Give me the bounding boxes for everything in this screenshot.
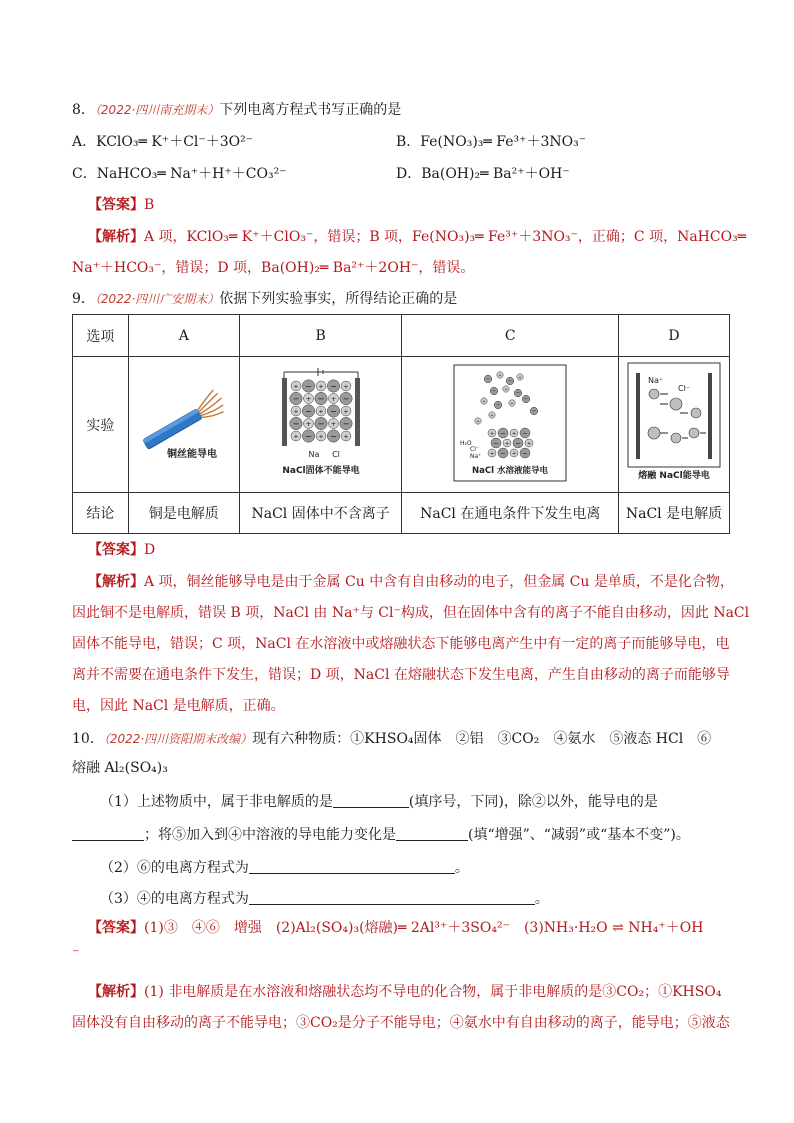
q9-conclusion-c: NaCl 在通电条件下发生电离 — [402, 493, 619, 534]
q10-analysis-line2: 固体没有自由移动的离子不能导电；③CO₂是分子不能导电；④氨水中有自由移动的离子，能导电；⑤液态 — [72, 1015, 730, 1031]
q9-analysis-line5: 电，因此 NaCl 是电解质，正确。 — [72, 698, 285, 714]
q8-option-a: A．KClO₃═ K⁺＋Cl⁻＋3O²⁻ — [72, 134, 254, 150]
q9-analysis-line1 — [88, 572, 734, 592]
ion-charge-symbol: − — [304, 431, 312, 441]
q9-table — [72, 314, 730, 534]
ion-charge-symbol: + — [504, 385, 508, 391]
q10-blank-equation-6[interactable] — [249, 859, 455, 874]
ion-charge-symbol: − — [496, 402, 501, 409]
q10-answer-tag: 【答案】 — [88, 920, 144, 936]
q9-analysis-tag: 【解析】 — [88, 574, 144, 590]
q8-option-b: B．Fe(NO₃)₃═ Fe³⁺＋3NO₃⁻ — [396, 134, 587, 150]
q8-number: 8． — [72, 102, 95, 118]
q10-part1-line2 — [72, 825, 690, 845]
ion-charge-symbol: − — [493, 438, 499, 447]
q9-answer — [88, 540, 155, 560]
q9-conclusion-b: NaCl 固体中不含离子 — [239, 493, 402, 534]
q10-blank-nonelectrolyte[interactable] — [333, 793, 409, 808]
q10-blank-conductivity-change[interactable] — [396, 826, 468, 841]
ion-charge-symbol: − — [342, 418, 349, 428]
q9-answer-tag: 【答案】 — [88, 542, 144, 558]
q9-image-b-label-cl: Cl — [331, 449, 340, 459]
ion-charge-symbol: + — [305, 394, 311, 403]
q10-blank-conductive[interactable] — [72, 826, 144, 841]
q9-image-b — [239, 357, 402, 493]
q9-image-c-label-na: Na⁺ — [470, 452, 482, 460]
q9-table-conclusion-row — [73, 493, 730, 534]
q9-image-b-caption: NaCl固体不能导电 — [281, 465, 360, 476]
q10-stem-line2: 熔融 Al₂(SO₄)₃ — [72, 760, 168, 776]
q10-stem-text: 现有六种物质：①KHSO₄固体 ②铝 ③CO₂ ④氨水 ⑤液态 HCl ⑥ — [252, 731, 712, 747]
q9-row-label-experiment: 实验 — [73, 357, 129, 493]
q9-analysis-line3: 固体不能导电，错误；C 项，NaCl 在水溶液中或熔融状态下能够电离产生中有一定的离子而能够导电，电 — [72, 636, 730, 652]
q9-answer-value: D — [144, 542, 156, 558]
q8-answer-tag: 【答案】 — [88, 197, 144, 213]
q10-part3-end: 。 — [534, 891, 549, 907]
q10-analysis-text1: (1) 非电解质是在水溶液和熔融状态均不导电的化合物，属于非电解质的是③CO₂；①KHSO₄ — [144, 984, 722, 1000]
q9-image-b-label-na: Na — [308, 449, 320, 459]
ion-charge-symbol: − — [304, 406, 312, 416]
ion-charge-symbol: − — [522, 448, 528, 457]
ion-charge-symbol: − — [515, 438, 521, 447]
q9-header-option: 选项 — [73, 315, 129, 357]
copper-wire-illustration — [134, 383, 234, 463]
ion-charge-symbol: + — [490, 411, 494, 417]
q9-image-c — [402, 357, 619, 493]
q10-part2-end: 。 — [454, 860, 469, 876]
ion-charge-symbol: − — [292, 393, 299, 403]
ion-charge-symbol: + — [317, 381, 324, 390]
ion-charge-symbol: + — [292, 381, 299, 390]
q8-option-c: C．NaHCO₃═ Na⁺＋H⁺＋CO₃²⁻ — [72, 166, 287, 182]
q10-analysis-line1 — [88, 982, 721, 1002]
ion-charge-symbol: + — [482, 397, 486, 403]
ion-charge-symbol: − — [317, 393, 324, 403]
ion-charge-symbol: + — [342, 406, 349, 415]
ion-charge-symbol: + — [476, 417, 480, 423]
q10-answer-line1 — [88, 918, 703, 938]
q9-conclusion-a: 铜是电解质 — [128, 493, 239, 534]
q9-number: 9． — [72, 291, 95, 307]
ion-charge-symbol: − — [317, 418, 324, 428]
q8-option-d: D．Ba(OH)₂═ Ba²⁺＋OH⁻ — [396, 166, 570, 182]
ion-charge-symbol: − — [522, 428, 528, 437]
q8-analysis-tag: 【解析】 — [88, 229, 144, 245]
ion-charge-symbol: + — [342, 381, 349, 390]
q10-number: 10． — [72, 731, 104, 747]
q10-answer-line2: ⁻ — [72, 946, 80, 962]
q9-header-c: C — [402, 315, 619, 357]
q9-image-a — [128, 357, 239, 493]
ion-charge-symbol: + — [342, 431, 349, 440]
ion-charge-symbol: − — [492, 388, 497, 395]
ion-charge-symbol: − — [329, 406, 337, 416]
q9-image-d-caption: 熔融 NaCl能导电 — [638, 470, 710, 481]
q9-table-experiment-row — [73, 357, 730, 493]
nacl-solid-illustration — [266, 364, 376, 482]
ion-charge-symbol: + — [518, 373, 522, 379]
q9-image-c-caption: NaCl 水溶液能导电 — [472, 465, 549, 476]
q9-header-d: D — [619, 315, 730, 357]
ion-charge-symbol: − — [508, 378, 513, 385]
q8-analysis-line1 — [88, 227, 746, 247]
ion-charge-symbol: + — [512, 450, 517, 457]
q8-analysis-text1: A 项，KClO₃═ K⁺＋ClO₃⁻，错误；B 项，Fe(NO₃)₃═ Fe³⁺＋3NO₃⁻，正确；C 项，NaHCO₃═ — [144, 229, 747, 245]
ion-charge-symbol: + — [317, 406, 324, 415]
q9-analysis-text1: A 项，铜丝能够导电是由于金属 Cu 中含有自由移动的电子，但金属 Cu 是单质，不是化合物， — [144, 574, 734, 590]
q8-answer — [88, 195, 154, 215]
ion-charge-symbol: − — [532, 408, 537, 415]
q9-image-c-label-cl: Cl⁻ — [470, 445, 480, 453]
ion-charge-symbol: + — [490, 450, 495, 457]
q10-analysis-tag: 【解析】 — [88, 984, 144, 1000]
q10-part2 — [100, 858, 469, 878]
q9-row-label-conclusion: 结论 — [73, 493, 129, 534]
q9-image-d-label-na: Na⁺ — [648, 375, 664, 385]
q8-source: （2022·四川南充期末） — [94, 103, 220, 117]
q10-part1-text-d: (填“增强”、“减弱”或“基本不变”)。 — [468, 827, 690, 843]
q9-stem-text: 依据下列实验事实，所得结论正确的是 — [219, 291, 458, 307]
q9-image-d — [619, 357, 730, 493]
q10-part3 — [100, 889, 549, 909]
q8-answer-value: B — [144, 197, 155, 213]
q9-source: （2022·四川广安期末） — [94, 292, 220, 306]
q10-part1-line1 — [100, 792, 658, 812]
q10-part1-text-a: （1）上述物质中，属于非电解质的是 — [100, 794, 333, 810]
ion-charge-symbol: − — [342, 393, 349, 403]
q9-image-d-label-cl: Cl⁻ — [678, 383, 691, 393]
q10-part1-text-c: ；将⑤加入到④中溶液的导电能力变化是 — [144, 827, 396, 843]
ion-charge-symbol: − — [500, 428, 506, 437]
q10-part3-text: （3）④的电离方程式为 — [100, 891, 249, 907]
q9-image-a-caption: 铜丝能导电 — [166, 448, 217, 460]
ion-charge-symbol: + — [330, 419, 336, 428]
ion-charge-symbol: + — [330, 394, 336, 403]
q10-blank-equation-4[interactable] — [249, 890, 535, 905]
ion-charge-symbol: + — [505, 440, 510, 447]
q9-image-c-label-h2o: H₂O — [460, 439, 472, 447]
ion-charge-symbol: − — [329, 381, 337, 391]
ion-charge-symbol: − — [516, 390, 521, 397]
ion-charge-symbol: − — [500, 448, 506, 457]
q8-analysis-line2: Na⁺＋HCO₃⁻，错误；D 项，Ba(OH)₂═ Ba²⁺＋2OH⁻，错误。 — [72, 260, 475, 276]
q8-stem — [72, 100, 401, 120]
q9-analysis-line2: 因此铜不是电解质，错误 B 项，NaCl 由 Na⁺与 Cl⁻构成，但在固体中含有的离子不能自由移动，因此 NaCl — [72, 605, 750, 621]
q9-stem — [72, 289, 457, 309]
ion-charge-symbol: + — [498, 371, 502, 377]
ion-charge-symbol: − — [329, 431, 337, 441]
ion-charge-symbol: + — [527, 440, 532, 447]
ion-charge-symbol: − — [524, 396, 529, 403]
ion-charge-symbol: + — [512, 430, 517, 437]
q9-table-header-row — [73, 315, 730, 357]
ion-charge-symbol: − — [486, 376, 491, 383]
q9-analysis-line4: 离并不需要在通电条件下发生，错误；D 项，NaCl 在熔融状态下发生电离，产生自由移动的离子而能够导 — [72, 667, 730, 683]
q10-source: （2022·四川资阳期末改编） — [103, 732, 253, 746]
ion-charge-symbol: + — [510, 399, 514, 405]
ion-charge-symbol: − — [304, 381, 312, 391]
ion-charge-symbol: + — [292, 406, 299, 415]
q10-part2-text: （2）⑥的电离方程式为 — [100, 860, 249, 876]
q9-header-a: A — [128, 315, 239, 357]
ion-charge-symbol: + — [490, 430, 495, 437]
ion-charge-symbol: − — [292, 418, 299, 428]
ion-charge-symbol: + — [317, 431, 324, 440]
ion-charge-symbol: + — [292, 431, 299, 440]
ion-charge-symbol: + — [305, 419, 311, 428]
q9-header-b: B — [239, 315, 402, 357]
q10-part1-text-b: (填序号，下同)，除②以外，能导电的是 — [408, 794, 658, 810]
q8-stem-text: 下列电离方程式书写正确的是 — [219, 102, 402, 118]
q10-answer-text: (1)③ ④⑥ 增强 (2)Al₂(SO₄)₃(熔融)═ 2Al³⁺＋3SO₄²⁻ (3)NH₃·H₂O ⇌ NH₄⁺＋OH — [144, 920, 704, 936]
nacl-solution-illustration — [448, 361, 572, 485]
molten-nacl-illustration — [624, 361, 724, 485]
q10-stem — [72, 729, 711, 749]
q9-conclusion-d: NaCl 是电解质 — [619, 493, 730, 534]
